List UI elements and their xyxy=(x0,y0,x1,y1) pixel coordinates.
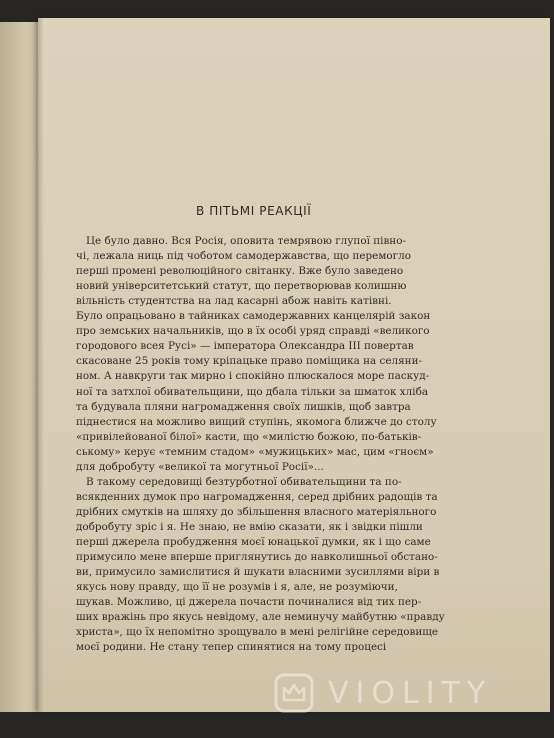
text-line: В такому середовищі безтурботної обивательщини та по- xyxy=(86,475,402,488)
text-line: примусило мене вперше приглянутись до навколишньої обстано- xyxy=(76,551,438,564)
chapter-heading: В ПІТЬМІ РЕАКЦІЇ xyxy=(196,204,312,218)
text-line: якусь нову правду, що її не розумів і я, але, не розуміючи, xyxy=(76,581,398,594)
text-line: ном. А навкруги так мирно і спокійно плюскалося море паскуд- xyxy=(76,370,430,383)
watermark-text: VIOLITY xyxy=(328,675,493,711)
text-line: Це було давно. Вся Росія, оповита темрявою глупої півно- xyxy=(86,235,406,247)
page-fold-shadow xyxy=(38,18,44,712)
text-line: перші джерела пробудження моєї юнацької думки, як і що саме xyxy=(76,536,431,548)
text-line: перші промені революційного світанку. Вже було заведено xyxy=(76,265,404,278)
text-line: «привілейованої білої» касти, що «милістю божою, по-батьків- xyxy=(76,430,422,443)
text-line: добробуту зріс і я. Не знаю, не вмію сказати, як і звідки пішли xyxy=(76,520,423,533)
violity-crown-icon xyxy=(274,673,314,713)
text-line: дрібних смутків на шляху до збільшення власного матеріяльного xyxy=(76,505,437,518)
text-line: ви, примусило замислитися й шукати власними зусиллями віри в xyxy=(76,566,440,579)
text-line: та будувала пляни нагромадження своїх лишків, щоб завтра xyxy=(76,400,411,413)
text-line: для добробуту «великої та могутньої Росії»... xyxy=(76,460,324,473)
text-line: христа», що їх непомітно зрощувало в мені релігійне середовище xyxy=(76,626,439,639)
text-line: ної та затхлої обивательщини, що дбала тільки за шматок хліба xyxy=(76,385,429,398)
text-line: новий університетський статут, що перетворював колишню xyxy=(76,280,407,293)
text-line: скасоване 25 років тому кріпацьке право поміщика на селяни- xyxy=(76,355,423,368)
text-line: вільність студентства на лад касарні абож навіть катівні. xyxy=(76,295,392,308)
text-line: шукав. Можливо, ці джерела почасти починалися від тих пер- xyxy=(76,596,422,609)
text-line: городового всея Русі» — імператора Олександра ІІІ повертав xyxy=(76,340,414,353)
text-line: ському» керує «темним стадом» «мужицьких» мас, цим «гноєм» xyxy=(76,445,434,458)
text-line: про земських начальників, що в їх особі уряд справді «великого xyxy=(76,325,430,338)
watermark xyxy=(274,670,534,716)
text-line: всякденних думок про нагромадження, серед дрібних радощів та xyxy=(76,490,438,503)
text-line: чі, лежала ниць під чоботом самодержавства, що перемогло xyxy=(76,250,411,263)
text-line: піднестися на можливо вищий ступінь, якомога ближче до столу xyxy=(76,415,437,428)
text-line: моєї родини. Не стану тепер спинятися на тому процесі xyxy=(76,641,387,654)
text-line: Було опрацьовано в тайниках самодержавних канцелярій закон xyxy=(76,310,431,323)
text-line: ших вражінь про якусь невідому, але неминучу майбутню «правду xyxy=(76,611,445,624)
